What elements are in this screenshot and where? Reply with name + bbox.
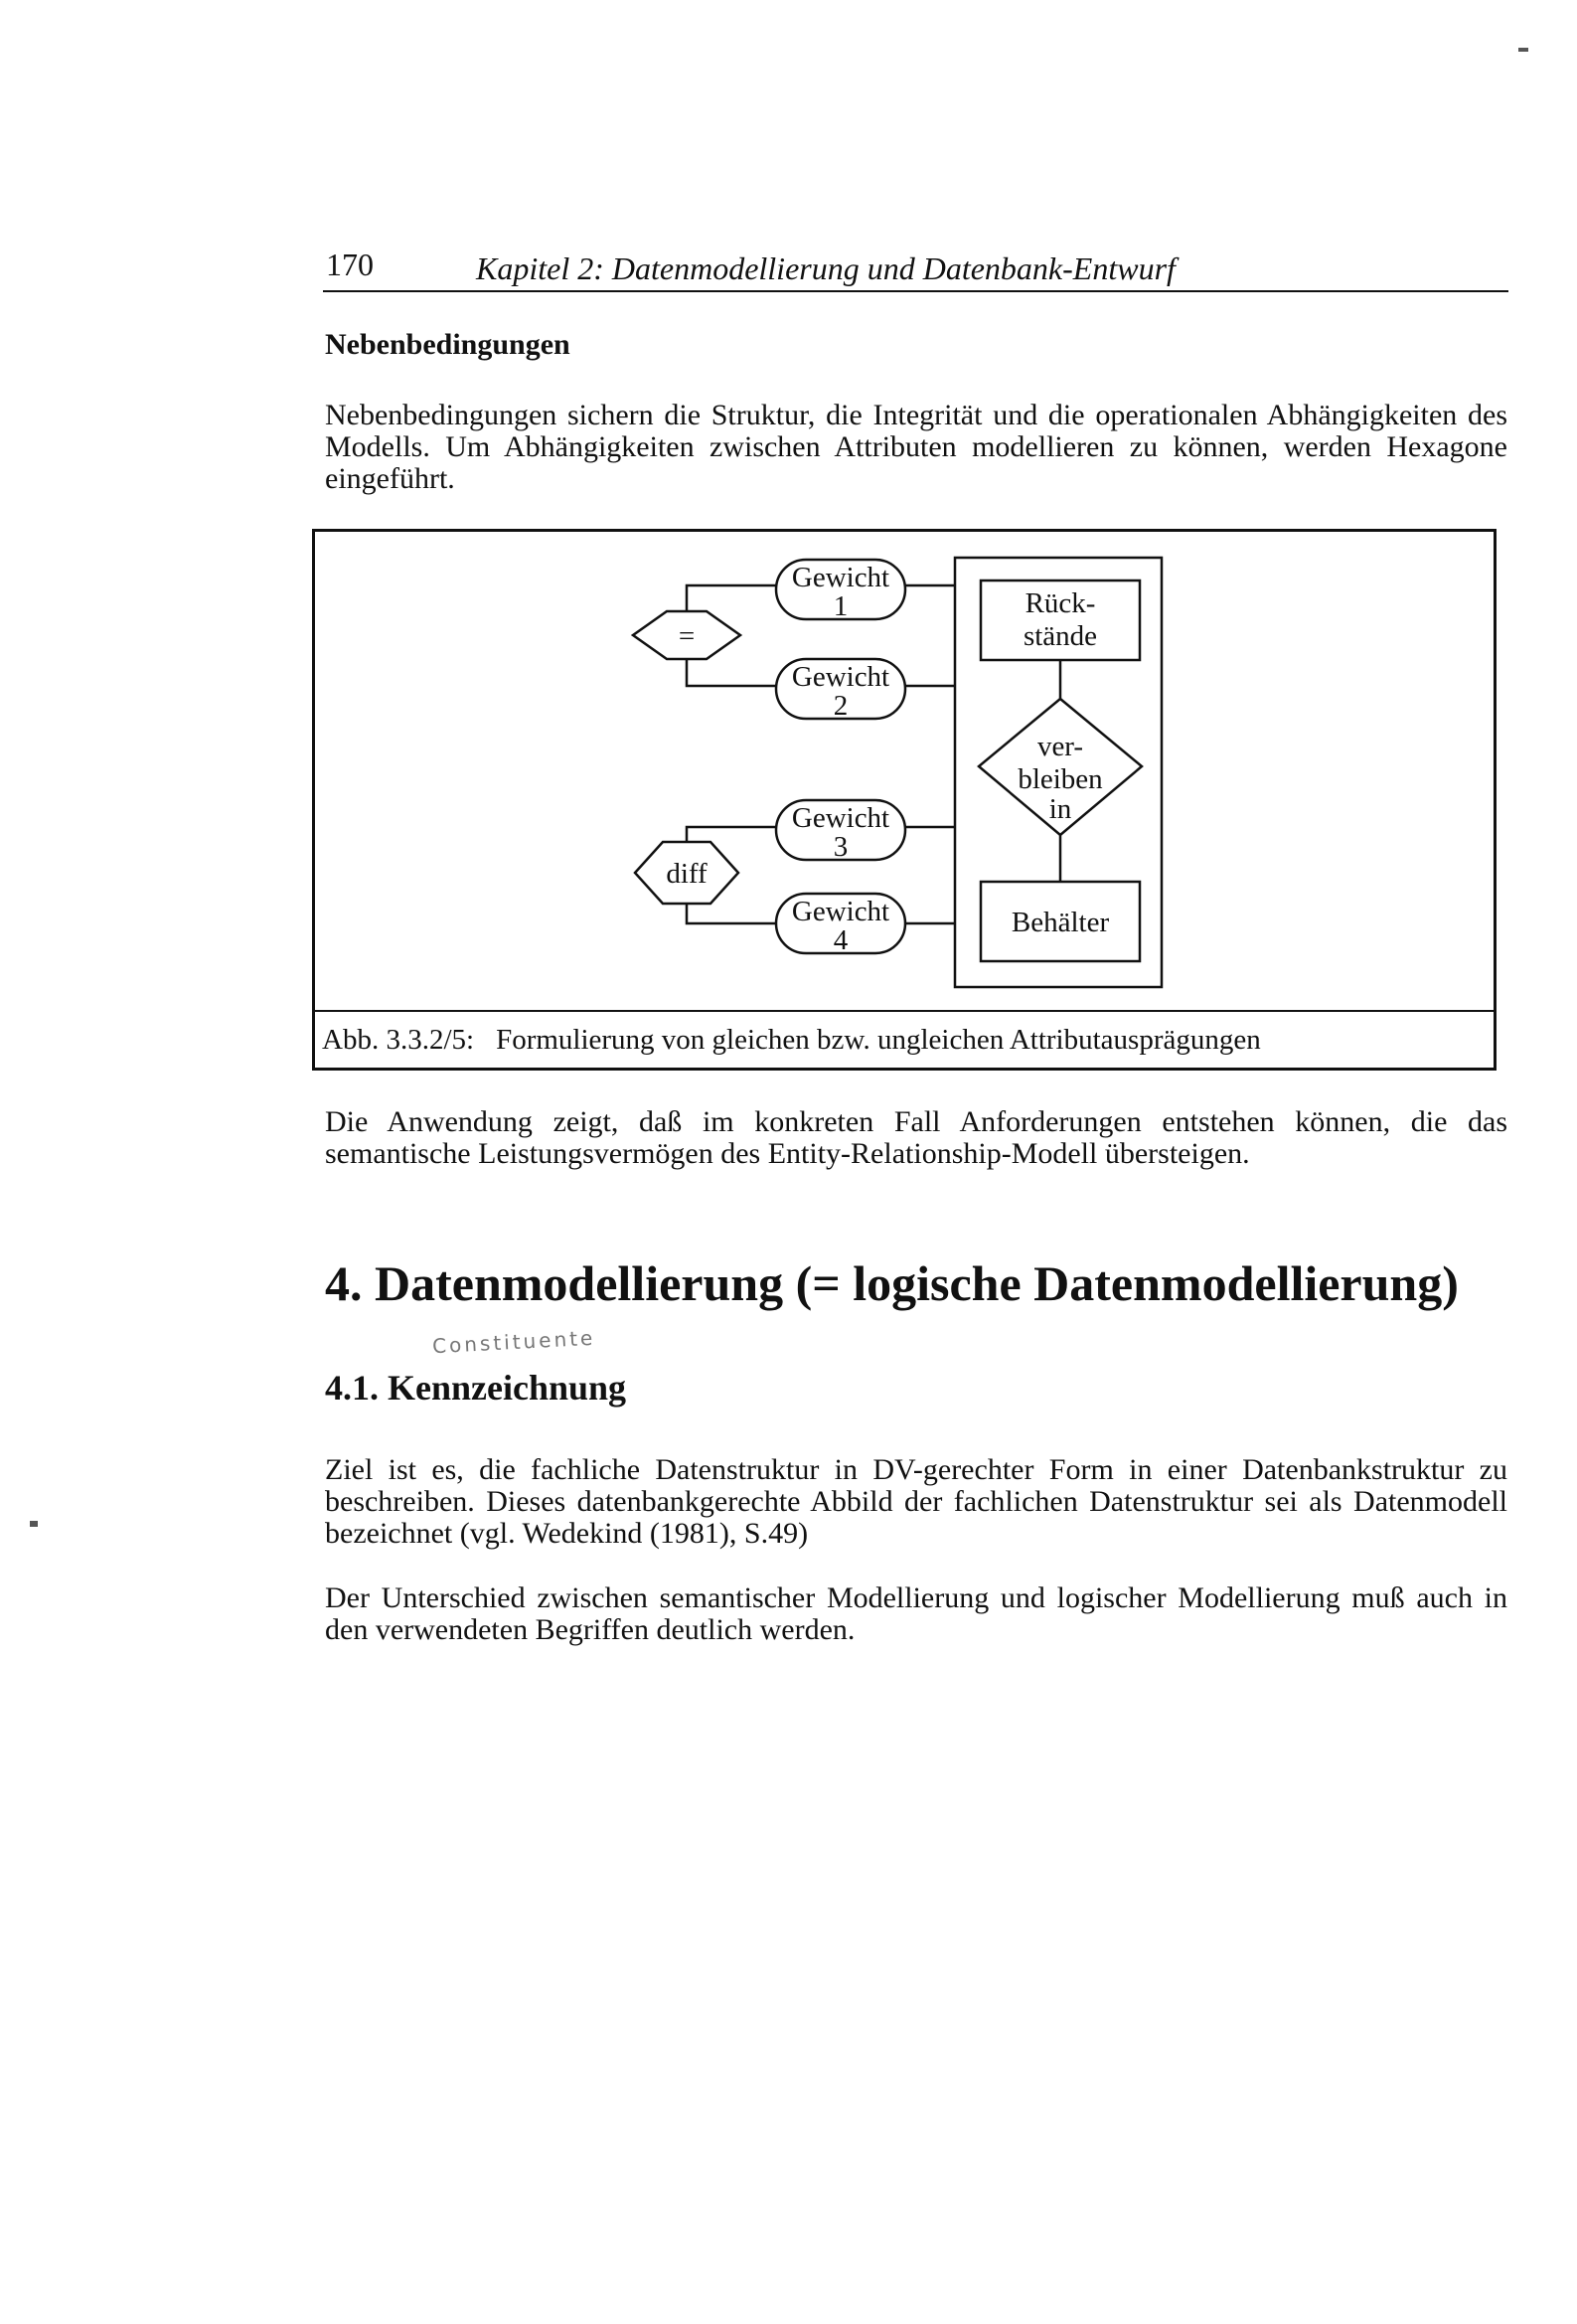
page-number: 170 [326,247,374,282]
chapter-heading: 4. Datenmodellierung (= logische Datenmodellierung) [325,1255,1459,1311]
paragraph-after-figure: Die Anwendung zeigt, daß im konkreten Fall Anforderungen entstehen können, die das semantische Leistungsvermögen des Entity-Relationship-Modell übersteigen. [325,1105,1507,1170]
page-header [323,247,1508,292]
figure-caption [322,1024,1261,1057]
svg-text:in: in [1048,793,1072,825]
svg-text:Behälter: Behälter [1011,907,1110,938]
svg-text:bleiben: bleiben [1018,763,1103,795]
attribute-gewicht-2 [776,659,905,722]
relationship-verbleiben-in [979,699,1142,835]
caption-label: Abb. 3.3.2/5: [322,1024,475,1056]
er-diagram [315,532,1494,1007]
paragraph-kennzeichnung-1: Ziel ist es, die fachliche Datenstruktur in DV-gerechter Form in einer Datenbankstruktur zu beschreiben. Dieses datenbankgerechte Abbild der fachlichen Datenstruktur sei als Datenmodell bezeichnet (vgl. Wedekind (1981), S.49) [325,1453,1507,1550]
figure [312,529,1497,1071]
svg-text:Gewicht: Gewicht [791,802,890,834]
svg-text:Gewicht: Gewicht [791,562,890,593]
svg-text:1: 1 [833,590,849,622]
subsection-heading: 4.1. Kennzeichnung [325,1368,627,1408]
entity-behaelter [981,882,1140,961]
svg-text:3: 3 [833,831,849,863]
svg-text:Rück-: Rück- [1025,587,1096,619]
caption-text: Formulierung von gleichen bzw. ungleichen Attributausprägungen [496,1024,1261,1056]
svg-text:Gewicht: Gewicht [791,661,890,693]
entity-rueckstaende [981,581,1140,660]
hexagon-diff-label: diff [666,858,708,890]
attribute-gewicht-3 [776,800,905,863]
svg-text:2: 2 [833,690,849,722]
svg-text:stände: stände [1023,620,1098,652]
attribute-gewicht-4 [776,894,905,956]
chapter-title: Kapitel 2: Datenmodellierung und Datenbank-Entwurf [476,250,1176,286]
handwritten-annotation: Constituente [431,1325,596,1359]
scan-artifact [30,1521,38,1527]
paragraph-kennzeichnung-2: Der Unterschied zwischen semantischer Modellierung und logischer Modellierung muß auch in den verwendeten Begriffen deutlich werden. [325,1581,1507,1646]
svg-text:Gewicht: Gewicht [791,896,890,927]
scan-artifact [1518,48,1528,52]
figure-divider [315,1010,1494,1012]
attribute-gewicht-1 [776,560,905,622]
paragraph-nebenbedingungen: Nebenbedingungen sichern die Struktur, die Integrität und die operationalen Abhängigkeiten des Modells. Um Abhängigkeiten zwischen Attributen modellieren zu können, werden Hexagone eingeführt. [325,399,1507,495]
section-heading: Nebenbedingungen [325,328,570,361]
svg-text:ver-: ver- [1036,731,1084,762]
svg-text:4: 4 [833,924,849,956]
hexagon-equal-label: = [678,620,696,652]
